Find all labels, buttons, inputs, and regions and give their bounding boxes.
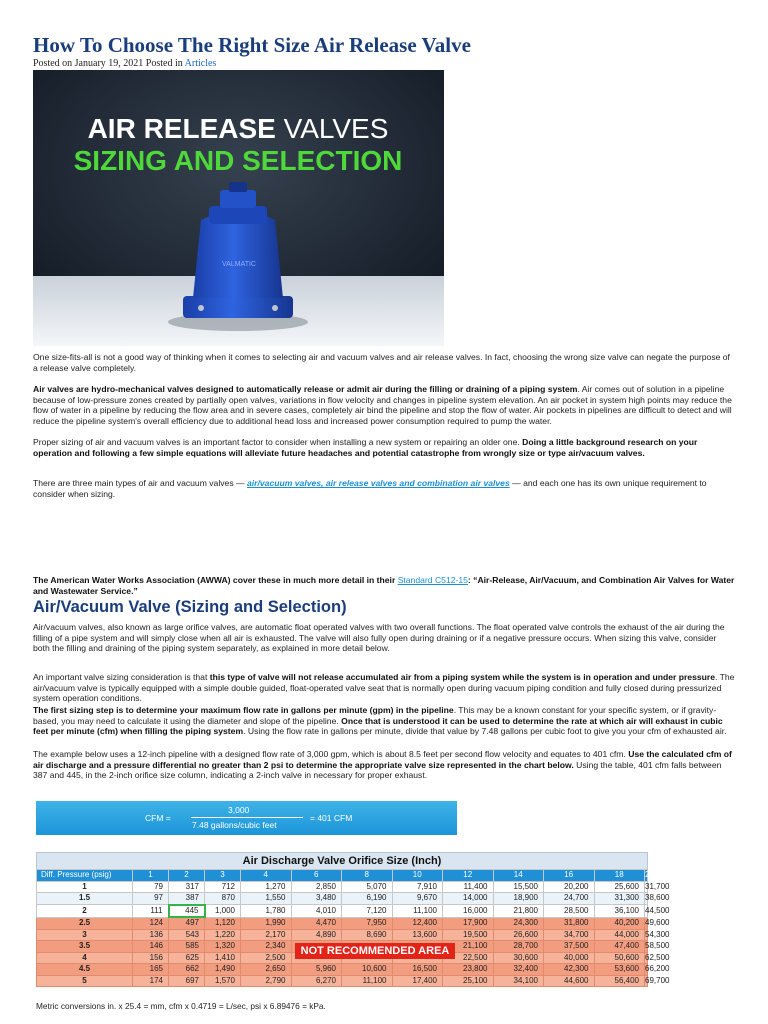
cfm-cell: 20,200 xyxy=(544,881,595,893)
example-bold: Use the calculated cfm of air discharge and a pressure differential no greater than 2 psi to determine the appropriate valve size represented in the chart below. xyxy=(33,749,732,770)
column-header-size: 3 xyxy=(205,870,241,882)
cfm-cell: 50,600 xyxy=(594,952,645,964)
hero-graphic xyxy=(33,70,444,346)
pressure-cell: 5 xyxy=(37,975,133,987)
column-header-size: 18 xyxy=(594,870,645,882)
not-recommended-label: NOT RECOMMENDED AREA xyxy=(295,943,455,959)
valve-types-post: — and each one has its own unique requirement to consider when sizing. xyxy=(33,478,707,499)
awwa-standard-link[interactable]: Standard C512-15 xyxy=(397,575,468,585)
cfm-cell: 12,400 xyxy=(392,917,443,929)
cfm-cell: 30,600 xyxy=(493,952,544,964)
cfm-cell: 625 xyxy=(169,952,205,964)
cfm-cell: 11,100 xyxy=(342,975,393,987)
cfm-cell: 1,550 xyxy=(241,893,292,905)
cfm-cell: 585 xyxy=(169,941,205,953)
cfm-cell: 1,000 xyxy=(205,905,241,918)
cfm-cell: 1,780 xyxy=(241,905,292,918)
cfm-cell: 66,200 xyxy=(645,964,670,973)
table-header-row xyxy=(37,870,648,882)
air-valves-bold: Air valves are hydro-mechanical valves designed to automatically release or admit air during the filling or draining of a piping system xyxy=(33,384,578,394)
cfm-cell: 34,700 xyxy=(544,929,595,941)
cfm-cell: 11,100 xyxy=(392,905,443,918)
cfm-cell: 56,400 xyxy=(594,975,645,987)
formula-result: = 401 CFM xyxy=(310,813,353,823)
column-header-size: 20 xyxy=(645,870,654,879)
table-title: Air Discharge Valve Orifice Size (Inch) xyxy=(36,852,648,869)
cfm-cell: 44,600 xyxy=(544,975,595,987)
cfm-cell: 1,410 xyxy=(205,952,241,964)
cfm-cell: 2,650 xyxy=(241,964,292,976)
cfm-cell: 697 xyxy=(169,975,205,987)
cfm-cell: 15,500 xyxy=(493,881,544,893)
cfm-cell: 7,120 xyxy=(342,905,393,918)
discharge-table xyxy=(36,869,670,987)
pressure-cell: 4 xyxy=(37,952,133,964)
pressure-cell: 3.5 xyxy=(37,941,133,953)
orifice-size-table xyxy=(36,852,670,987)
category-link[interactable]: Articles xyxy=(184,58,217,69)
cfm-cell: 13,600 xyxy=(392,929,443,941)
cfm-cell: 17,400 xyxy=(392,975,443,987)
cfm-cell: 25,100 xyxy=(443,975,494,987)
column-header-size: 14 xyxy=(493,870,544,882)
cfm-cell: 2,170 xyxy=(241,929,292,941)
proper-sizing-bold: Doing a little background research on your operation and following a few simple equations will alleviate future headaches and potential catastrophe from wrongly size or type air/vacuum valves. xyxy=(33,437,698,458)
intro-paragraph: One size-fits-all is not a good way of thinking when it comes to selecting air and vacuum valves and air release valves. In fact, choosing the wrong size valve can negate the purpose of a release valve completely. xyxy=(33,352,730,373)
cfm-cell: 24,700 xyxy=(544,893,595,905)
cfm-cell: 165 xyxy=(133,964,169,976)
cfm-cell: 38,600 xyxy=(645,893,648,905)
cfm-cell: 387 xyxy=(169,893,205,905)
air-valves-rest: . Air comes out of solution in a pipeline because of low-pressure zones created by partially open valves, variations in flow velocity and changes in pipeline system elevation. An air pocket in system high points may reduce the flow of water in a pipeline by reducing the flow area and in severe cases, completely air bind the pipeline and stop the flow of water. Air pockets in pipelines are difficult to detect and will reduce the pipeline system's overall efficiency due to additional head loss and increased power consumption required to pump the water. xyxy=(33,384,732,426)
table-body xyxy=(37,881,670,987)
cfm-cell: 32,400 xyxy=(493,964,544,976)
cfm-cell: 136 xyxy=(133,929,169,941)
column-header-size: 2 xyxy=(169,870,205,882)
cfm-cell: 1,570 xyxy=(205,975,241,987)
pressure-cell: 2.5 xyxy=(37,917,133,929)
cfm-cell: 156 xyxy=(133,952,169,964)
valve-brand: VALMATIC xyxy=(222,261,256,268)
cfm-cell: 7,950 xyxy=(342,917,393,929)
sizing-step-bold2: Once that is understood it can be used to determine the rate at which air will exhaust in cubic feet per minute (cfm) when filling the piping system xyxy=(33,715,723,737)
cfm-cell: 34,100 xyxy=(493,975,544,987)
consideration-pre: An important valve sizing consideration is that xyxy=(33,672,210,682)
cfm-cell: 111 xyxy=(133,905,169,918)
cfm-cell: 18,900 xyxy=(493,893,544,905)
hero-title-line2: SIZING AND SELECTION xyxy=(73,145,403,176)
cfm-cell: 662 xyxy=(169,964,205,976)
column-header-size: 1 xyxy=(133,870,169,882)
formula-fraction-bar xyxy=(191,817,303,818)
sizing-step-post: . Using the flow rate in gallons per minute, divide that value by 7.48 gallons per cubic foot to give you your cfm of exhausted air. xyxy=(243,726,727,737)
cfm-cell: 24,300 xyxy=(493,917,544,929)
table-row-not-recommended xyxy=(37,917,648,929)
cfm-cell: 146 xyxy=(133,941,169,953)
cfm-cell: 69,700 xyxy=(645,975,670,985)
table-row-not-recommended xyxy=(37,929,648,941)
cfm-cell: 5,070 xyxy=(342,881,393,893)
cfm-cell: 25,600 xyxy=(594,881,645,893)
hero-image xyxy=(33,70,444,346)
cfm-cell: 19,500 xyxy=(443,929,494,941)
cfm-formula-box xyxy=(36,801,457,835)
cfm-cell: 17,900 xyxy=(443,917,494,929)
cfm-cell: 1,990 xyxy=(241,917,292,929)
example-pre: The example below uses a 12-inch pipeline with a designed flow rate of 3,000 gpm, which is about 8.5 feet per second flow velocity and equates to 401 cfm. xyxy=(33,749,629,759)
cfm-cell: 4,890 xyxy=(291,929,342,941)
awwa-bold-post: : “Air-Release, Air/Vacuum, and Combination Air Valves for Water and Wastewater Service.” xyxy=(33,575,735,596)
cfm-cell: 23,800 xyxy=(443,964,494,976)
cfm-cell: 10,600 xyxy=(342,964,393,976)
valve-types-paragraph xyxy=(33,478,735,499)
cfm-cell: 47,400 xyxy=(594,941,645,953)
cfm-cell: 62,500 xyxy=(645,952,670,962)
column-header-size: 10 xyxy=(392,870,443,882)
cfm-cell: 2,340 xyxy=(241,941,292,953)
cfm-cell: 2,850 xyxy=(291,881,342,893)
formula-lhs: CFM = xyxy=(145,813,171,823)
cfm-cell: 543 xyxy=(169,929,205,941)
table-row-not-recommended xyxy=(37,975,648,987)
cfm-cell: 58,500 xyxy=(645,941,670,950)
cfm-cell: 1,320 xyxy=(205,941,241,953)
column-header-size: 4 xyxy=(241,870,292,882)
cfm-cell: 79 xyxy=(133,881,169,893)
cfm-cell: 16,000 xyxy=(443,905,494,918)
article-title: How To Choose The Right Size Air Release Valve xyxy=(33,33,471,57)
table-row xyxy=(37,905,648,918)
column-header-size: 16 xyxy=(544,870,595,882)
cfm-cell: 26,600 xyxy=(493,929,544,941)
cfm-cell: 14,000 xyxy=(443,893,494,905)
column-header-pressure: Diff. Pressure (psig) xyxy=(37,870,133,882)
cfm-cell: 28,700 xyxy=(493,941,544,953)
column-header-size: 8 xyxy=(342,870,393,882)
cfm-cell: 2,500 xyxy=(241,952,292,964)
cfm-cell: 21,800 xyxy=(493,905,544,918)
consideration-post: . The air/vacuum valve is typically equipped with a simple double guided, float-operated valve seat that is normally open during vacuum piping condition and fully closed during pressurized system operation conditions. xyxy=(33,672,735,704)
cfm-cell: 4,010 xyxy=(291,905,342,918)
cfm-cell: 54,300 xyxy=(645,929,670,939)
cfm-cell: 42,300 xyxy=(544,964,595,976)
cfm-cell: 31,300 xyxy=(594,893,645,905)
cfm-cell: 8,690 xyxy=(342,929,393,941)
cfm-cell: 1,120 xyxy=(205,917,241,929)
cfm-cell: 28,500 xyxy=(544,905,595,918)
cfm-cell: 21,100 xyxy=(443,941,494,953)
cfm-cell: 97 xyxy=(133,893,169,905)
cfm-cell: 31,700 xyxy=(645,881,670,891)
cfm-cell: 16,500 xyxy=(392,964,443,976)
cfm-cell: 6,270 xyxy=(291,975,342,987)
sizing-step-mid: . This may be a known constant for your specific system, or if gravity-based, you may need to calculate it using the diameter and slope of the pipeline. xyxy=(33,705,717,726)
cfm-cell: 53,600 xyxy=(594,964,645,976)
cfm-cell: 44,500 xyxy=(645,905,648,918)
cfm-cell: 40,000 xyxy=(544,952,595,964)
example-paragraph xyxy=(33,749,735,781)
cfm-cell: 31,800 xyxy=(544,917,595,929)
cfm-cell: 174 xyxy=(133,975,169,987)
cfm-cell: 7,910 xyxy=(392,881,443,893)
formula-numerator: 3,000 xyxy=(228,805,250,815)
cfm-cell: 1,490 xyxy=(205,964,241,976)
table-row xyxy=(37,893,648,905)
proper-sizing-paragraph xyxy=(33,437,735,458)
column-header-size: 6 xyxy=(291,870,342,882)
valve-consideration-paragraph xyxy=(33,672,735,704)
cfm-cell: 5,960 xyxy=(291,964,342,976)
cfm-cell: 4,470 xyxy=(291,917,342,929)
cfm-cell: 37,500 xyxy=(544,941,595,953)
cfm-cell: 3,480 xyxy=(291,893,342,905)
hero-title-line1: AIR RELEASE VALVES xyxy=(87,113,389,144)
awwa-bold-pre: The American Water Works Association (AWWA) cover these in much more detail in their xyxy=(33,575,398,585)
cfm-cell: 44,000 xyxy=(594,929,645,941)
awwa-paragraph xyxy=(33,575,735,596)
pressure-cell: 1.5 xyxy=(37,893,133,905)
cfm-cell: 317 xyxy=(169,881,205,893)
formula-denominator: 7.48 gallons/cubic feet xyxy=(192,820,277,830)
sizing-step-paragraph xyxy=(33,705,735,737)
cfm-cell: 1,270 xyxy=(241,881,292,893)
cfm-cell: 870 xyxy=(205,893,241,905)
example-post: Using the table, 401 cfm falls between 387 and 445, in the 2-inch orifice size column, indicating a 2-inch valve in necessary for proper exhaust. xyxy=(33,759,722,781)
cfm-cell: 9,670 xyxy=(392,893,443,905)
pressure-cell: 2 xyxy=(37,905,133,918)
cfm-cell: 497 xyxy=(169,917,205,929)
cfm-cell: 36,100 xyxy=(594,905,645,918)
valve-types-link[interactable]: air/vacuum valves, air release valves and combination air valves xyxy=(247,478,510,488)
cfm-cell: 6,190 xyxy=(342,893,393,905)
posted-date: Posted on January 19, 2021 Posted in xyxy=(33,58,183,69)
sizing-step-bold1: The first sizing step is to determine your maximum flow rate in gallons per minute (gpm) in the pipeline xyxy=(33,705,454,715)
post-meta xyxy=(33,58,216,69)
cfm-cell: 22,500 xyxy=(443,952,494,964)
table-row-not-recommended xyxy=(37,964,648,976)
cfm-cell: 124 xyxy=(133,917,169,929)
air-vacuum-paragraph: Air/vacuum valves, also known as large orifice valves, are automatic float operated valves with two overall functions. The float operated valve controls the exhaust of the air during the filling of a pipe system and will simply close when all air is exhausted. The valve will also fully open during draining or if a negative pressure occurs. When sizing this valve, consider both the filling and draining of the piping system separately, as explained in more detail below. xyxy=(33,622,725,654)
air-valves-paragraph xyxy=(33,384,735,426)
pressure-cell: 1 xyxy=(37,881,133,893)
cfm-cell: 2,790 xyxy=(241,975,292,987)
pressure-cell: 3 xyxy=(37,929,133,941)
cfm-cell: 445 xyxy=(169,905,205,918)
proper-sizing-text: Proper sizing of air and vacuum valves is an important factor to consider when installing a new system or repairing an older one. xyxy=(33,437,523,447)
metric-conversion-note: Metric conversions in. x 25.4 = mm, cfm x 0.4719 = L/sec, psi x 6.89476 = kPa. xyxy=(36,1001,326,1011)
pressure-cell: 4.5 xyxy=(37,964,133,976)
cfm-cell: 11,400 xyxy=(443,881,494,893)
column-header-size: 12 xyxy=(443,870,494,882)
cfm-cell: 1,220 xyxy=(205,929,241,941)
table-row xyxy=(37,881,648,893)
cfm-cell: 712 xyxy=(205,881,241,893)
cfm-cell: 49,600 xyxy=(645,917,648,929)
section-heading: Air/Vacuum Valve (Sizing and Selection) xyxy=(33,598,347,616)
cfm-cell: 40,200 xyxy=(594,917,645,929)
consideration-bold: this type of valve will not release accumulated air from a piping system while the system is in operation and under pressure xyxy=(209,672,716,682)
valve-types-pre: There are three main types of air and vacuum valves — xyxy=(33,478,247,488)
